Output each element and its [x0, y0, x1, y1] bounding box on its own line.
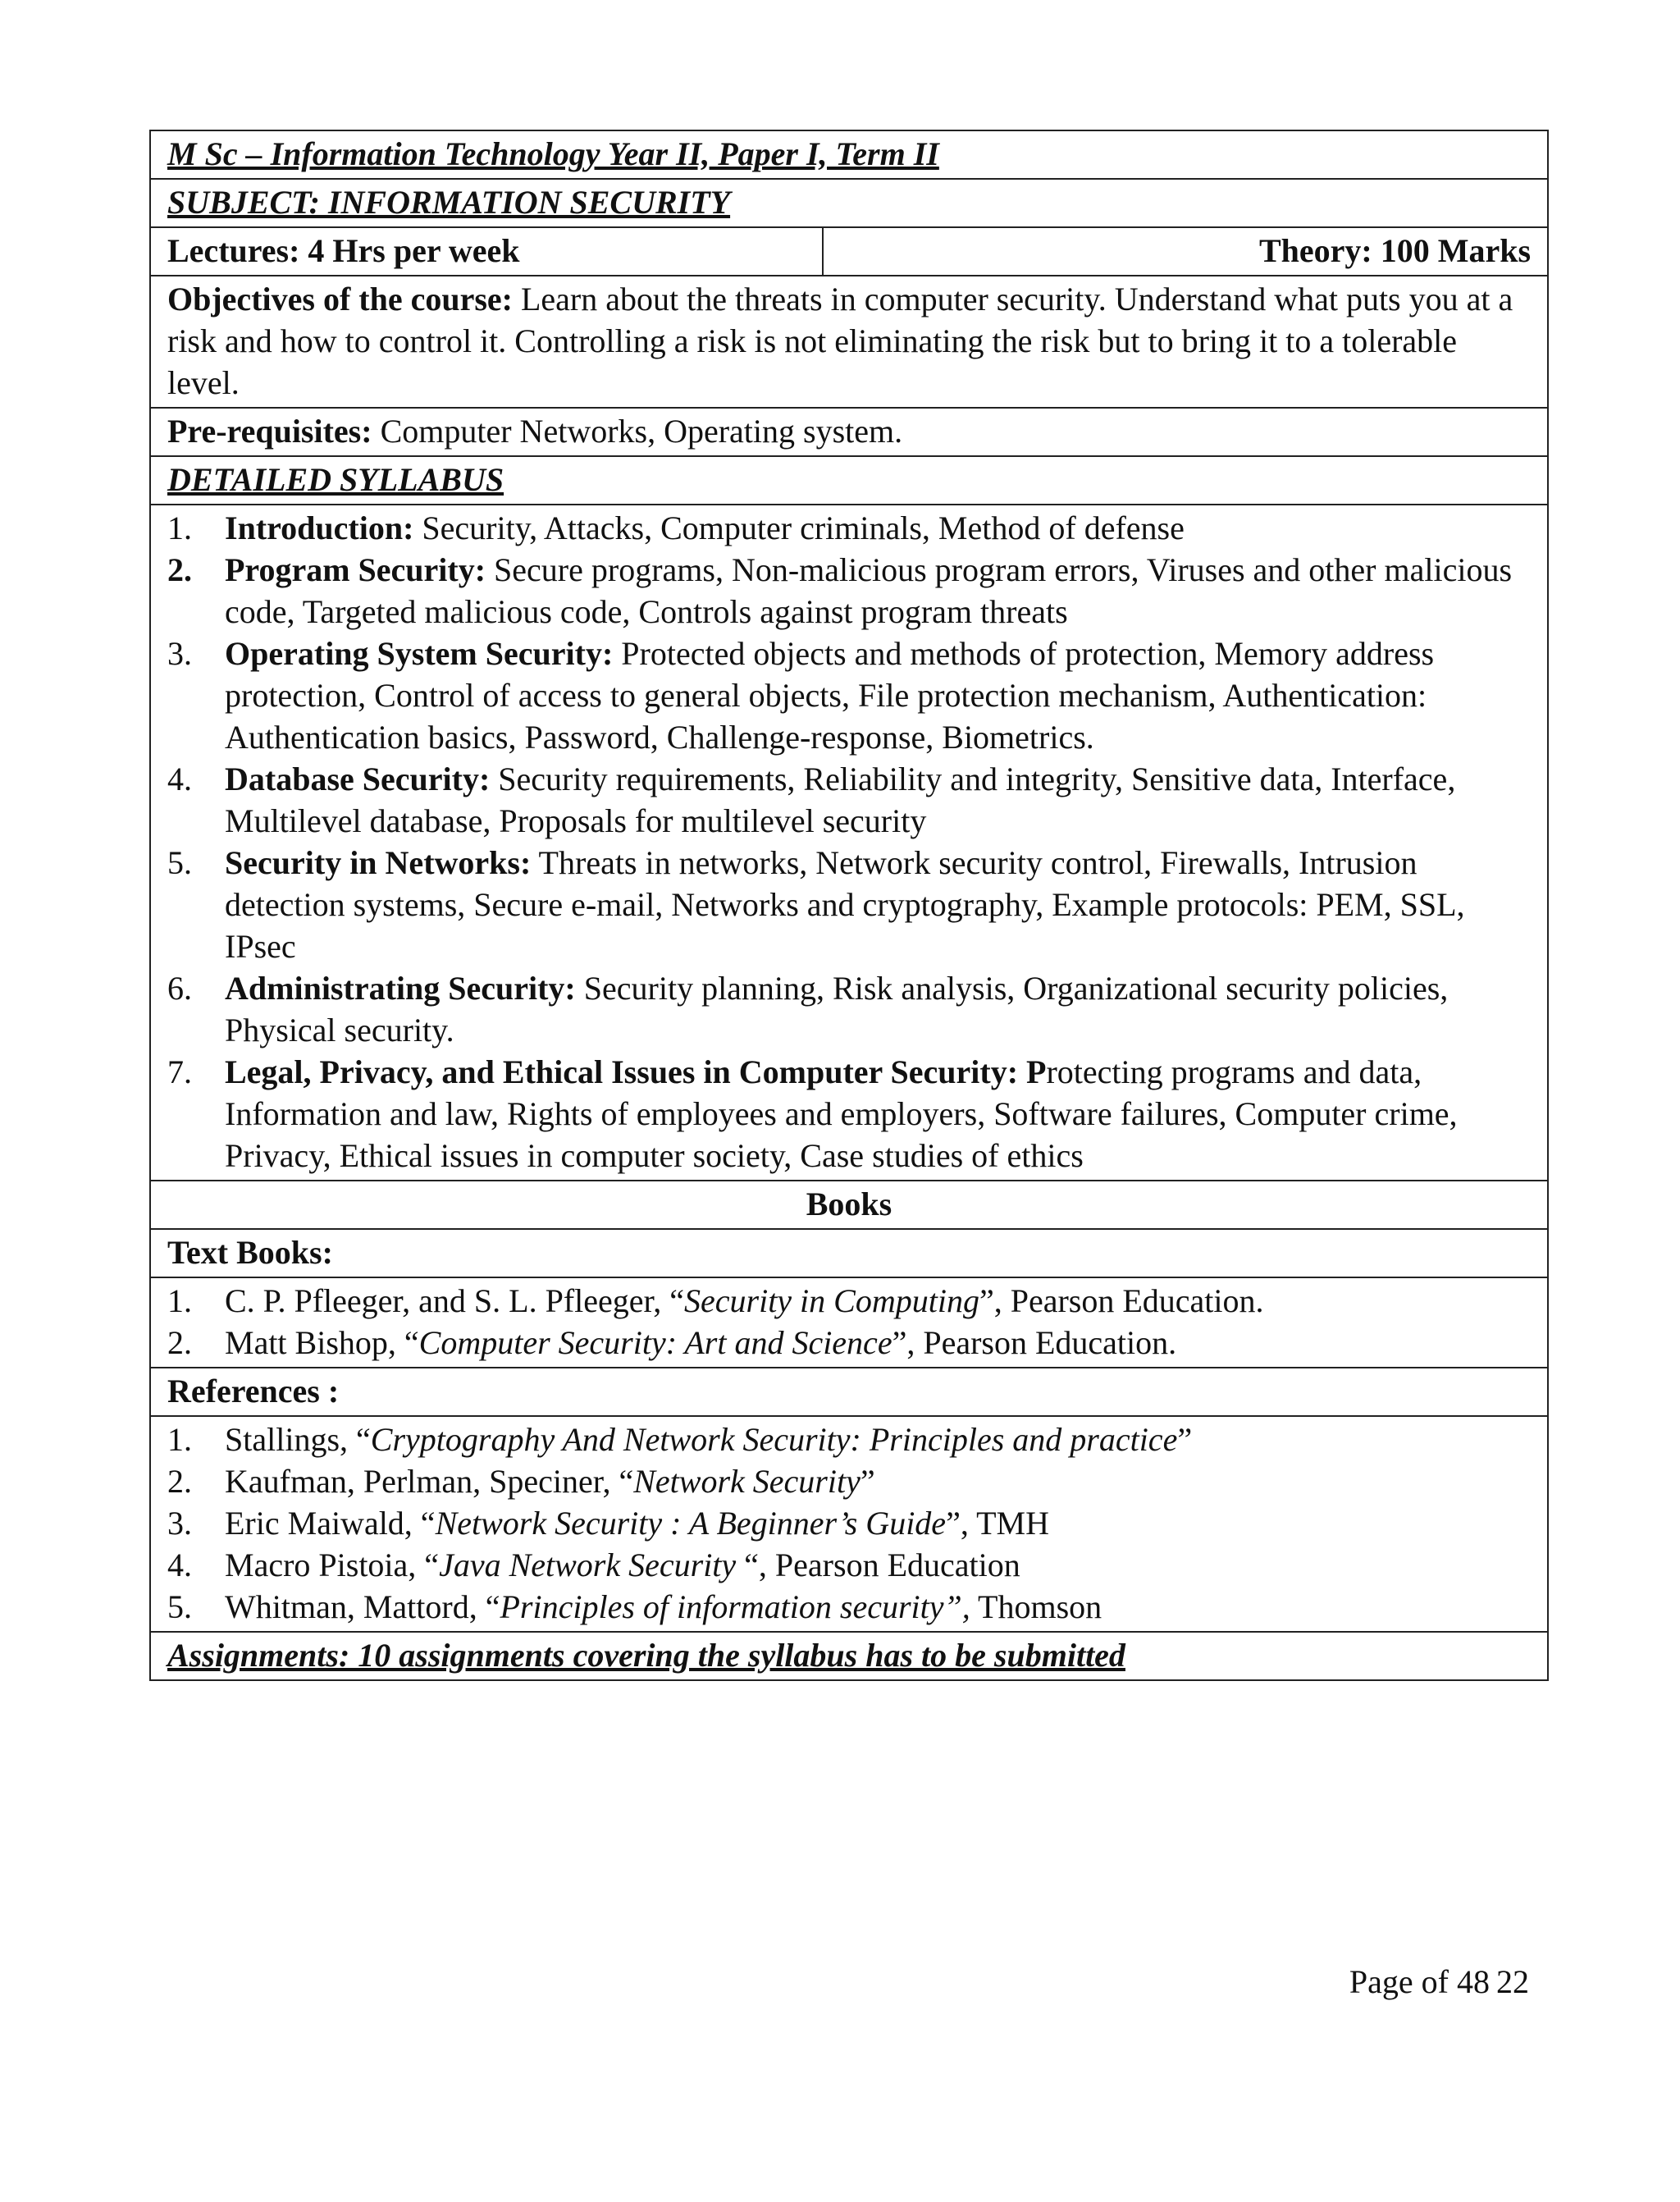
item-text: Security requirements, Reliability and integrity, Sensitive data, Interface, Multilevel database, Proposals for multilevel security [225, 761, 1456, 839]
objectives-label: Objectives of the course: [167, 281, 513, 318]
prerequisites-cell [150, 408, 1548, 456]
list-item [167, 1322, 1531, 1364]
subject-line: SUBJECT: INFORMATION SECURITY [150, 179, 1548, 227]
item-number: 2. [167, 551, 192, 588]
item-text: Protected objects and methods of protection, Memory address protection, Control of access to general objects, File protection mechanism, Authentication: Authentication basics, Password, Challenge-response, Biometrics. [225, 635, 1435, 756]
book-publisher: ”, TMH [946, 1505, 1049, 1542]
book-publisher: ” [860, 1463, 875, 1500]
list-item [167, 1051, 1531, 1176]
item-text: Secure programs, Non-malicious program errors, Viruses and other malicious code, Targeted malicious code, Controls against program threats [225, 551, 1513, 630]
book-author: Kaufman, Perlman, Speciner, “ [225, 1463, 634, 1500]
item-title: Program Security: [225, 551, 486, 588]
prerequisites-text: Computer Networks, Operating system. [372, 413, 903, 450]
list-item [167, 1586, 1531, 1628]
text-books-label: Text Books: [150, 1229, 1548, 1277]
course-line: M Sc – Information Technology Year II, Paper I, Term II [150, 130, 1548, 179]
text-books-cell [150, 1277, 1548, 1368]
page-index: 22 [1496, 1963, 1529, 2000]
item-number: 3. [167, 1505, 192, 1542]
item-number: 3. [167, 635, 192, 672]
book-author: Stallings, “ [225, 1421, 371, 1458]
syllabus-list [167, 507, 1531, 1176]
book-title: Computer Security: Art and Science [418, 1324, 892, 1361]
prerequisites-label: Pre-requisites: [167, 413, 372, 450]
list-item [167, 758, 1531, 842]
references-cell [150, 1416, 1548, 1632]
assignments-line: Assignments: 10 assignments covering the syllabus has to be submitted [150, 1632, 1548, 1680]
references-label: References : [150, 1368, 1548, 1416]
objectives-cell [150, 276, 1548, 408]
book-publisher: ” [1177, 1421, 1193, 1458]
theory-cell: Theory: 100 Marks [823, 227, 1548, 276]
item-number: 5. [167, 844, 192, 881]
book-title: Security in Computing [684, 1282, 979, 1319]
syllabus-list-cell [150, 505, 1548, 1181]
item-text: Security planning, Risk analysis, Organizational security policies, Physical security. [225, 970, 1449, 1048]
list-item [167, 1502, 1531, 1544]
book-author: Whitman, Mattord, “ [225, 1588, 500, 1625]
list-item [167, 1544, 1531, 1586]
book-title: Principles of information security”, [500, 1588, 970, 1625]
item-text: Security, Attacks, Computer criminals, Method of defense [413, 509, 1185, 546]
text-books-list [167, 1280, 1531, 1364]
book-publisher: “, Pearson Education [744, 1546, 1020, 1583]
item-number: 1. [167, 509, 192, 546]
book-author: C. P. Pfleeger, and S. L. Pfleeger, “ [225, 1282, 684, 1319]
page-label: Page of 48 [1349, 1963, 1490, 2000]
book-author: Eric Maiwald, “ [225, 1505, 436, 1542]
list-item [167, 1419, 1531, 1460]
item-number: 1. [167, 1282, 192, 1319]
list-item [167, 967, 1531, 1051]
lectures-cell: Lectures: 4 Hrs per week [150, 227, 823, 276]
book-publisher: ”, Pearson Education. [892, 1324, 1177, 1361]
item-title: Security in Networks: [225, 844, 532, 881]
list-item [167, 633, 1531, 758]
book-title: Network Security [633, 1463, 861, 1500]
item-number: 4. [167, 761, 192, 797]
item-number: 7. [167, 1053, 192, 1090]
item-number: 4. [167, 1546, 192, 1583]
book-title: Java Network Security [439, 1546, 745, 1583]
book-author: Matt Bishop, “ [225, 1324, 419, 1361]
item-title: Administrating Security: [225, 970, 576, 1007]
references-list [167, 1419, 1531, 1628]
list-item [167, 507, 1531, 549]
list-item [167, 1280, 1531, 1322]
list-item [167, 1460, 1531, 1502]
item-number: 2. [167, 1463, 192, 1500]
item-title: Introduction: [225, 509, 414, 546]
page-number [1343, 1961, 1529, 2003]
book-author: Macro Pistoia, “ [225, 1546, 440, 1583]
item-title: Database Security: [225, 761, 491, 797]
list-item [167, 549, 1531, 633]
objectives-text: Learn about the threats in computer security. Understand what puts you at a risk and how to control it. Controlling a risk is not eliminating the risk but to bring it to a tolerable level. [167, 281, 1513, 401]
item-title: Legal, Privacy, and Ethical Issues in Computer Security: P [225, 1053, 1047, 1090]
item-number: 2. [167, 1324, 192, 1361]
item-text: rotecting programs and data, Information and law, Rights of employees and employers, Software failures, Computer crime, Privacy, Ethical issues in computer society, Case studies of ethics [225, 1053, 1458, 1174]
book-title: Cryptography And Network Security: Principles and practice [370, 1421, 1178, 1458]
list-item [167, 842, 1531, 967]
books-heading: Books [150, 1181, 1548, 1229]
item-number: 5. [167, 1588, 192, 1625]
syllabus-table [149, 130, 1549, 1681]
item-number: 6. [167, 970, 192, 1007]
item-number: 1. [167, 1421, 192, 1458]
book-title: Network Security : A Beginner’s Guide [435, 1505, 947, 1542]
book-publisher: ”, Pearson Education. [979, 1282, 1264, 1319]
syllabus-heading: DETAILED SYLLABUS [150, 456, 1548, 505]
item-text: Threats in networks, Network security control, Firewalls, Intrusion detection systems, Secure e-mail, Networks and cryptography, Example protocols: PEM, SSL, IPsec [225, 844, 1465, 965]
book-publisher: Thomson [970, 1588, 1102, 1625]
item-title: Operating System Security: [225, 635, 614, 672]
